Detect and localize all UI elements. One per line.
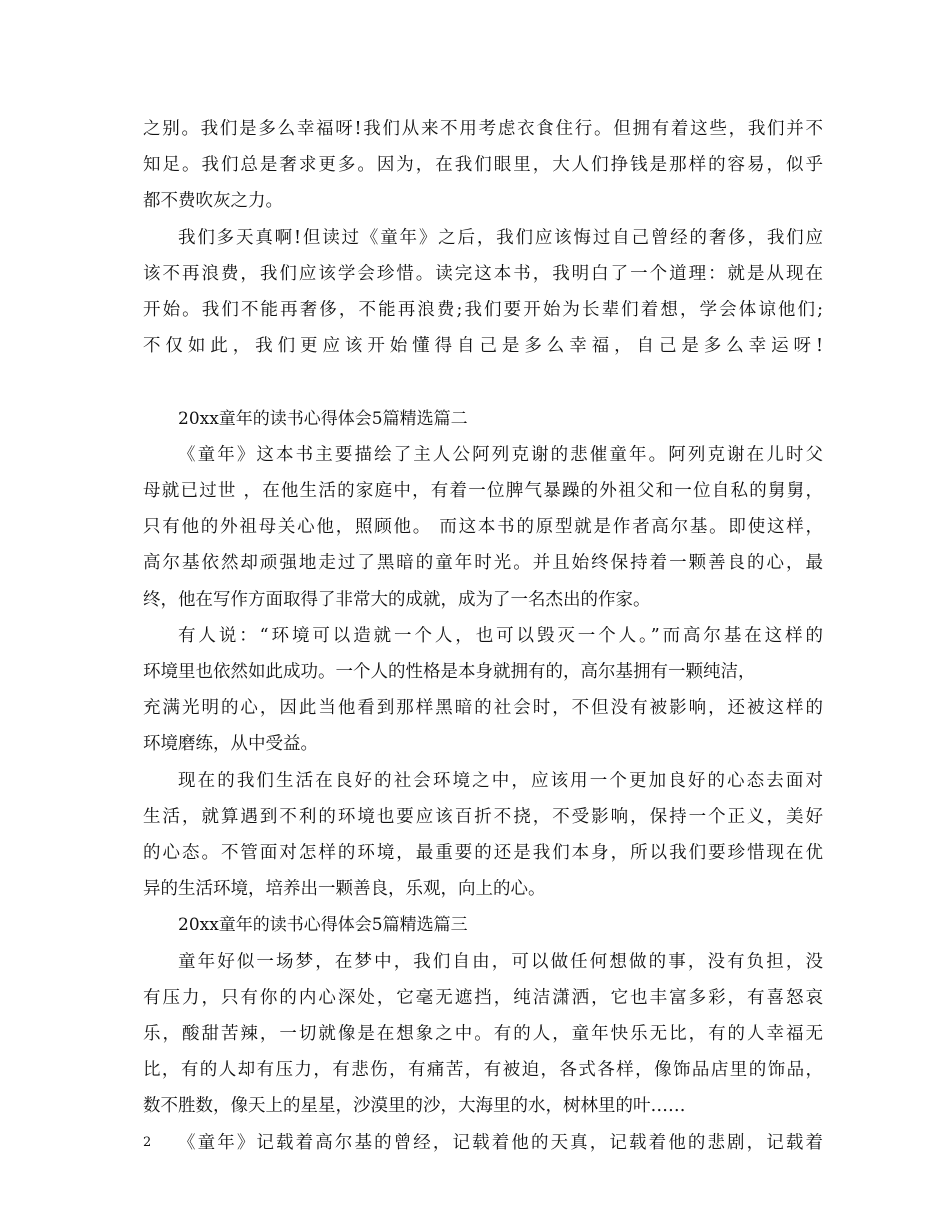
body-text-line — [143, 370, 823, 394]
body-text-line: 比，有的人却有压力，有悲伤，有痛苦，有被迫，各式各样，像饰品店里的饰品， — [143, 1060, 823, 1080]
body-text-line: 母就已过世 ，在他生活的家庭中，有着一位脾气暴躁的外祖父和一位自私的舅舅， — [143, 481, 823, 501]
body-text-line: 环境里也依然如此成功。一个人的性格是本身就拥有的，高尔基拥有一颗纯洁， — [143, 662, 756, 682]
body-text-line: 有人说：“环境可以造就一个人，也可以毁灭一个人。”而高尔基在这样的 — [178, 626, 823, 646]
body-text-line: 充满光明的心，因此当他看到那样黑暗的社会时，不但没有被影响，还被这样的 — [143, 698, 823, 718]
body-text-line: 《童年》记载着高尔基的曾经，记载着他的天真，记载着他的悲剧，记载着 — [178, 1133, 823, 1153]
body-text-line: 我们多天真啊!但读过《童年》之后，我们应该悔过自己曾经的奢侈，我们应 — [178, 228, 823, 248]
body-text-line: 开始。我们不能再奢侈，不能再浪费;我们要开始为长辈们着想，学会体谅他们; — [143, 300, 823, 320]
body-text-line: 童年好似一场梦，在梦中，我们自由，可以做任何想做的事，没有负担，没 — [178, 952, 823, 972]
body-text-line: 《童年》这本书主要描绘了主人公阿列克谢的悲催童年。阿列克谢在儿时父 — [178, 445, 823, 465]
body-text-line: 的心态。不管面对怎样的环境，最重要的还是我们本身，所以我们要珍惜现在优 — [143, 843, 823, 863]
body-text-line: 该不再浪费，我们应该学会珍惜。读完这本书，我明白了一个道理：就是从现在 — [143, 264, 823, 284]
page-number: 2 — [143, 1135, 152, 1150]
body-text-line: 不仅如此，我们更应该开始懂得自己是多么幸福，自己是多么幸运呀! — [143, 336, 823, 356]
body-text-line: 现在的我们生活在良好的社会环境之中，应该用一个更加良好的心态去面对 — [178, 771, 823, 791]
section-heading: 20xx童年的读书心得体会5篇精选篇二 — [178, 409, 468, 429]
body-text-line: 异的生活环境，培养出一颗善良，乐观，向上的心。 — [143, 879, 546, 899]
body-text-line: 环境磨练，从中受益。 — [143, 734, 318, 754]
body-text-line: 终，他在写作方面取得了非常大的成就，成为了一名杰出的作家。 — [143, 590, 651, 610]
body-text-line: 只有他的外祖母关心他，照顾他。 而这本书的原型就是作者高尔基。即使这样， — [143, 517, 823, 537]
body-text-line: 乐，酸甜苦辣，一切就像是在想象之中。有的人，童年快乐无比，有的人幸福无 — [143, 1024, 823, 1044]
body-text-line: 之别。我们是多么幸福呀!我们从来不用考虑衣食住行。但拥有着这些，我们并不 — [143, 119, 823, 139]
body-text-line: 有压力，只有你的内心深处，它毫无遮挡，纯洁潇洒，它也丰富多彩，有喜怒哀 — [143, 988, 823, 1008]
body-text-line: 生活，就算遇到不利的环境也要应该百折不挠，不受影响，保持一个正义，美好 — [143, 807, 823, 827]
section-heading: 20xx童年的读书心得体会5篇精选篇三 — [178, 915, 468, 935]
body-text-line: 都不费吹灰之力。 — [143, 191, 283, 211]
body-text-line: 知足。我们总是奢求更多。因为，在我们眼里，大人们挣钱是那样的容易，似乎 — [143, 155, 823, 175]
body-text-line: 数不胜数，像天上的星星，沙漠里的沙，大海里的水，树林里的叶…… — [143, 1096, 686, 1116]
body-text-line: 高尔基依然却顽强地走过了黑暗的童年时光。并且始终保持着一颗善良的心，最 — [143, 553, 823, 573]
